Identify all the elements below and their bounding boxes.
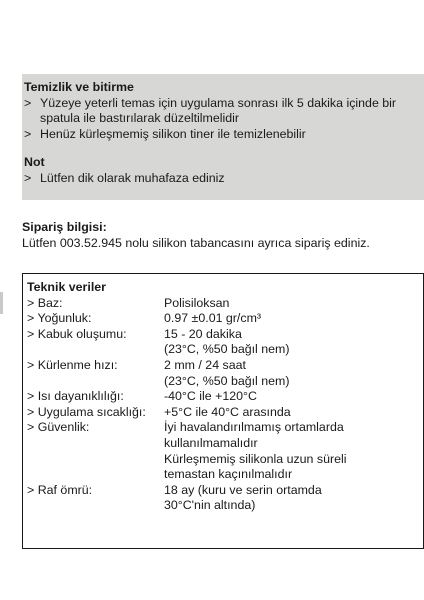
tech-row-safety: > Güvenlik: İyi havalandırılmamış ortamlarda kullanılmamalıdır Kürleşmemiş silikonla uzun süreli temastan kaçınılmalıdır — [27, 420, 417, 482]
tech-value: (23°C, %50 bağıl nem) — [164, 342, 290, 357]
cleaning-note-content — [24, 80, 420, 187]
tech-value: kullanılmamalıdır — [164, 435, 258, 450]
page-edge-mark — [0, 292, 3, 314]
tech-value: Polisiloksan — [164, 295, 230, 310]
tech-key: Isı dayanıklılığı: — [37, 389, 124, 404]
tech-key: Kürlenme hızı: — [37, 357, 118, 372]
tech-key: Kabuk oluşumu: — [37, 326, 127, 341]
cleaning-title: Temizlik ve bitirme — [24, 80, 134, 94]
tech-key: Raf ömrü: — [37, 482, 93, 497]
tech-value: Kürleşmemiş silikonla uzun süreli — [164, 451, 347, 466]
tech-value: (23°C, %50 bağıl nem) — [164, 373, 290, 388]
tech-value: İyi havalandırılmamış ortamlarda — [164, 420, 344, 435]
cleaning-item — [24, 96, 420, 127]
tech-value: 0.97 ±0.01 gr/cm³ — [164, 311, 262, 326]
tech-key: Uygulama sıcaklığı: — [37, 404, 146, 419]
tech-value: -40°C ile +120°C — [164, 389, 257, 404]
tech-value: 18 ay (kuru ve serin ortamda — [164, 482, 322, 497]
cleaning-item-text: Yüzeye yeterli temas için uygulama sonrası ilk 5 dakika içinde bir spatula ile bastırılarak düzeltilmelidir — [40, 95, 397, 126]
tech-row-density: > Yoğunluk: 0.97 ±0.01 gr/cm³ — [27, 311, 417, 327]
tech-row-base: > Baz: Polisiloksan — [27, 296, 417, 312]
tech-row-application-temp: > Uygulama sıcaklığı: +5°C ile 40°C arasında — [27, 405, 417, 421]
note-item — [24, 171, 420, 187]
tech-data-content — [27, 280, 417, 514]
cleaning-item — [24, 127, 420, 143]
bullet-marker: > — [24, 170, 32, 185]
bullet-marker: > — [24, 95, 32, 110]
order-info — [22, 220, 422, 251]
tech-value: +5°C ile 40°C arasında — [164, 404, 291, 419]
cleaning-item-text: Henüz kürleşmemiş silikon tiner ile temizlenebilir — [40, 126, 306, 141]
bullet-marker: > — [24, 126, 32, 141]
tech-value: temastan kaçınılmalıdır — [164, 467, 293, 482]
tech-row-shelf-life: > Raf ömrü: 18 ay (kuru ve serin ortamda 30°C'nin altında) — [27, 483, 417, 514]
tech-value: 30°C'nin altında) — [164, 498, 256, 513]
tech-key: Güvenlik: — [37, 420, 90, 435]
tech-value: 15 - 20 dakika — [164, 326, 242, 341]
order-text: Lütfen 003.52.945 nolu silikon tabancasını ayrıca sipariş ediniz. — [22, 235, 370, 250]
order-title: Sipariş bilgisi: — [22, 220, 107, 234]
tech-row-heat-resistance: > Isı dayanıklılığı: -40°C ile +120°C — [27, 389, 417, 405]
tech-title: Teknik veriler — [27, 280, 106, 294]
tech-key: Baz: — [37, 295, 63, 310]
tech-row-cure-rate: > Kürlenme hızı: 2 mm / 24 saat (23°C, %50 bağıl nem) — [27, 358, 417, 389]
tech-key: Yoğunluk: — [37, 311, 92, 326]
tech-row-skin-formation: > Kabuk oluşumu: 15 - 20 dakika (23°C, %50 bağıl nem) — [27, 327, 417, 358]
note-item-text: Lütfen dik olarak muhafaza ediniz — [40, 170, 225, 185]
tech-value: 2 mm / 24 saat — [164, 357, 246, 372]
note-title: Not — [24, 155, 45, 170]
